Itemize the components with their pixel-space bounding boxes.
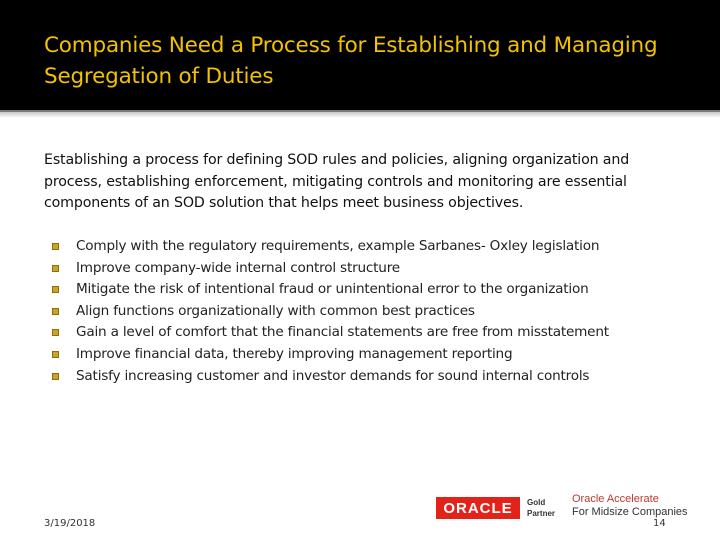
bullet-text: Improve company-wide internal control structure (76, 259, 400, 276)
slide-title: Companies Need a Process for Establishing and Managing Segregation of Duties (44, 33, 658, 89)
accelerate-line-2: For Midsize Companies (572, 506, 688, 518)
square-bullet-icon (52, 308, 59, 315)
bullet-list (52, 236, 692, 387)
square-bullet-icon (52, 286, 59, 293)
bullet-item (52, 366, 692, 388)
bullet-item (52, 236, 692, 258)
title-divider (0, 112, 720, 118)
bullet-text: Satisfy increasing customer and investor demands for sound internal controls (76, 367, 590, 384)
bullet-item (52, 258, 692, 280)
accelerate-line-1: Oracle Accelerate (572, 493, 659, 505)
square-bullet-icon (52, 351, 59, 358)
square-bullet-icon (52, 243, 59, 250)
page-number: 14 (653, 518, 666, 529)
bullet-text: Comply with the regulatory requirements, example Sarbanes- Oxley legislation (76, 238, 600, 254)
square-bullet-icon (52, 373, 59, 380)
slide-date: 3/19/2018 (44, 518, 96, 529)
square-bullet-icon (52, 329, 59, 336)
bullet-text: Improve financial data, thereby improving management reporting (76, 345, 513, 362)
bullet-text: Mitigate the risk of intentional fraud or unintentional error to the organization (76, 281, 589, 298)
bullet-item (52, 301, 692, 323)
intro-paragraph: Establishing a process for defining SOD rules and policies, aligning organization and process, establishing enforcement, mitigating controls and monitoring are essential components of an SOD solution that helps meet business objectives. (44, 152, 630, 211)
title-bar (0, 0, 720, 112)
bullet-item (52, 344, 692, 366)
square-bullet-icon (52, 265, 59, 272)
bullet-text: Gain a level of comfort that the financial statements are free from misstatement (76, 324, 609, 341)
bullet-item (52, 279, 692, 301)
bullet-item (52, 322, 692, 344)
bullet-text: Align functions organizationally with common best practices (76, 302, 475, 319)
gold-partner-label (527, 497, 567, 519)
oracle-accelerate-label (572, 493, 702, 519)
oracle-logo-text: ORACLE (443, 499, 513, 517)
partner-label: Partner (527, 509, 556, 518)
oracle-logo (436, 497, 520, 519)
gold-label: Gold (527, 498, 546, 507)
